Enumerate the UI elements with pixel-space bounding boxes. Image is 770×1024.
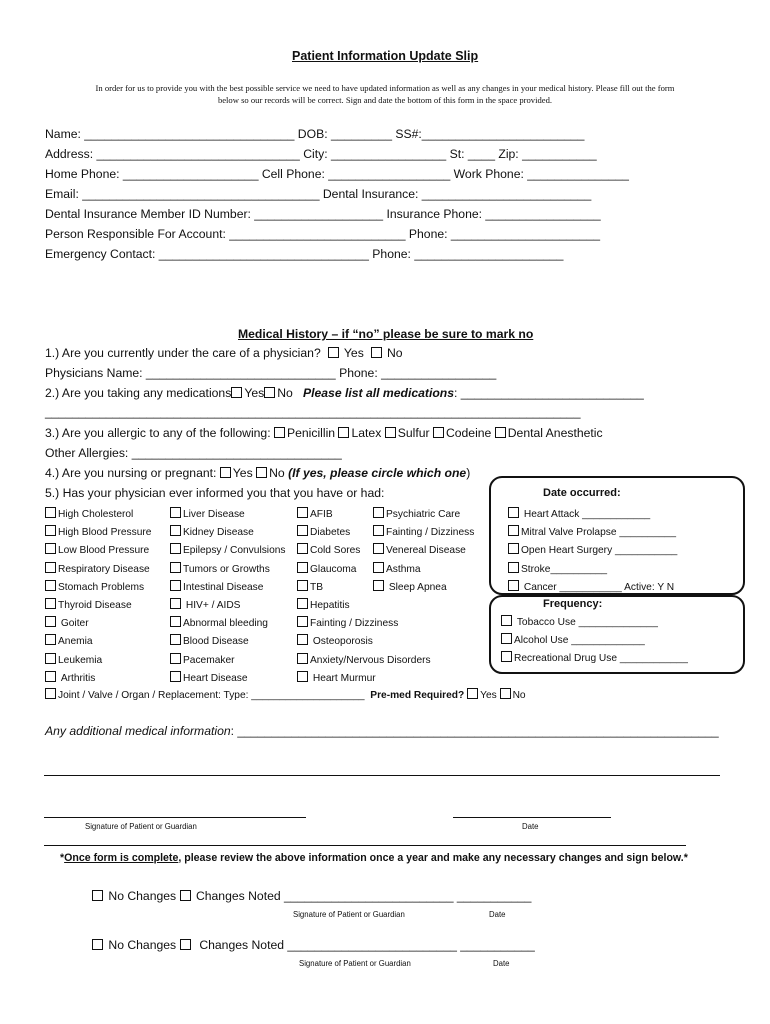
no-changes-label: No Changes [108,938,177,952]
condition-label: Venereal Disease [386,545,466,557]
condition-checkbox[interactable] [373,562,384,573]
date-occurred-checkbox[interactable] [508,562,519,573]
notice-emphasis: Once form is complete [64,852,179,864]
review-signature-caption: Signature of Patient or Guardian [299,959,411,968]
q2-yes-checkbox[interactable] [231,387,242,398]
condition-checkbox[interactable] [170,653,181,664]
condition-label: Tumors or Growths [183,563,270,575]
responsible-line: Person Responsible For Account: __________________________ Phone: ______________________ [45,227,601,241]
condition-item[interactable] [45,633,151,651]
frequency-checkbox[interactable] [501,633,512,644]
review-date-caption: Date [493,959,510,968]
condition-item[interactable] [297,633,431,651]
review-signature-caption: Signature of Patient or Guardian [293,910,405,919]
dental-anesthetic-checkbox[interactable] [495,427,506,438]
question-1-text: 1.) Are you currently under the care of a physician? [45,346,321,360]
question-1 [45,346,403,360]
condition-label: Osteoporosis [312,636,373,648]
medications-line: _______________________________________________________________________________ [45,405,581,419]
condition-label: Anxiety/Nervous Disorders [310,654,431,666]
condition-checkbox[interactable] [373,507,384,518]
condition-label: Fainting / Dizziness [386,527,475,539]
condition-checkbox[interactable] [297,580,308,591]
q4-yes-label: Yes [232,466,253,480]
frequency-list [501,614,688,669]
condition-item[interactable] [170,524,286,542]
separator-line [44,845,686,846]
date-line [453,817,611,818]
joint-replacement-row [45,688,526,701]
condition-label: Intestinal Disease [183,581,264,593]
other-allergies-line: Other Allergies: _______________________________ [45,446,342,460]
intro-text [30,82,740,106]
condition-label: Abnormal bleeding [183,618,268,630]
condition-checkbox[interactable] [45,562,56,573]
date-occurred-checkbox[interactable] [508,543,519,554]
emergency-contact-line: Emergency Contact: _______________________________ Phone: ______________________ [45,247,564,261]
no-changes-label: No Changes [108,889,177,903]
condition-label: Psychiatric Care [386,509,461,520]
condition-label: Fainting / Dizziness [310,618,399,630]
q1-yes-label: Yes [343,346,364,360]
condition-label: Epilepsy / Convulsions [183,545,286,557]
latex-label: Latex [351,426,382,440]
frequency-item[interactable] [501,614,688,632]
review-signature-line: _________________________ ___________ [284,889,532,903]
review-signature-line: _________________________ ___________ [287,938,535,952]
q1-no-label: No [386,346,403,360]
condition-label: Anemia [58,636,93,648]
condition-checkbox[interactable] [170,525,181,536]
date-occurred-item[interactable] [508,542,677,560]
condition-label: Goiter [60,618,89,630]
condition-checkbox[interactable] [45,616,56,627]
condition-label: Respiratory Disease [58,563,150,575]
condition-item[interactable] [170,542,286,560]
question-2-text: 2.) Are you taking any medications [45,386,232,400]
condition-checkbox[interactable] [297,562,308,573]
notice-prefix: * [60,852,65,864]
condition-label: Stomach Problems [58,581,145,593]
condition-item[interactable] [170,652,286,670]
condition-checkbox[interactable] [45,580,56,591]
condition-item[interactable] [170,597,286,615]
question-4 [45,466,470,480]
premed-no-label: No [512,690,526,701]
q1-yes-checkbox[interactable] [328,347,339,358]
condition-item[interactable] [170,579,286,597]
joint-replacement-label: Joint / Valve / Organ / Replacement: Type: ____________________ [58,690,365,701]
list-medications-line: : ___________________________ [454,386,644,400]
date-occurred-item[interactable] [508,561,677,579]
frequency-checkbox[interactable] [501,615,512,626]
condition-item[interactable] [170,506,286,524]
condition-item[interactable] [45,542,151,560]
date-occurred-list [508,506,677,597]
condition-checkbox[interactable] [45,543,56,554]
premed-yes-label: Yes [480,690,497,701]
condition-label: Asthma [386,563,421,575]
condition-checkbox[interactable] [297,653,308,664]
frequency-checkbox[interactable] [501,651,512,662]
condition-item[interactable] [297,670,431,688]
question-3-text: 3.) Are you allergic to any of the following: [45,426,271,440]
additional-info-line [45,724,719,738]
condition-label: AFIB [310,509,333,520]
condition-checkbox[interactable] [170,671,181,682]
condition-label: Cold Sores [310,545,361,557]
condition-label: Blood Disease [183,636,249,648]
condition-label: Heart Disease [183,672,248,684]
condition-checkbox[interactable] [297,598,308,609]
q2-no-label: No [277,386,293,400]
condition-item[interactable] [45,561,151,579]
signature-line [44,817,306,818]
sulfur-checkbox[interactable] [385,427,396,438]
condition-label: Low Blood Pressure [58,545,150,557]
q2-no-checkbox[interactable] [264,387,275,398]
no-changes-checkbox[interactable] [92,890,103,901]
penicillin-checkbox[interactable] [274,427,285,438]
condition-item[interactable] [297,652,431,670]
premed-no-checkbox[interactable] [500,688,511,699]
date-occurred-heading: Date occurred: [543,487,621,499]
changes-noted-checkbox[interactable] [180,939,191,950]
q4-close: ) [466,466,471,480]
question-2 [45,386,644,400]
date-occurred-label: Stroke__________ [521,563,608,575]
condition-item[interactable] [45,652,151,670]
condition-item[interactable] [45,524,151,542]
review-notice [60,852,688,864]
changes-noted-label: Changes Noted [195,889,281,903]
insurance-id-line: Dental Insurance Member ID Number: ___________________ Insurance Phone: _________________ [45,207,601,221]
condition-label: Glaucoma [310,563,357,575]
condition-checkbox[interactable] [45,671,56,682]
frequency-heading: Frequency: [543,598,603,610]
codeine-checkbox[interactable] [433,427,444,438]
review-row-2 [92,938,535,952]
email-insurance-line: Email: ___________________________________ Dental Insurance: _________________________ [45,187,592,201]
premed-yes-checkbox[interactable] [467,688,478,699]
frequency-label: Tobacco Use ______________ [516,617,658,628]
condition-item[interactable] [45,579,151,597]
condition-label: Pacemaker [183,654,235,666]
additional-info-line-2 [44,775,720,776]
condition-label: High Blood Pressure [58,527,152,539]
phone-line: Home Phone: ____________________ Cell Phone: __________________ Work Phone: _______________ [45,167,629,181]
conditions-column-1 [45,506,151,688]
changes-noted-checkbox[interactable] [180,890,191,901]
name-dob-ssn-line: Name: _______________________________ DOB: _________ SS#:________________________ [45,127,585,141]
q1-no-checkbox[interactable] [371,347,382,358]
q2-yes-label: Yes [244,386,265,400]
date-occurred-label: Open Heart Surgery ___________ [521,545,678,557]
question-5: 5.) Has your physician ever informed you that you have or had: [45,486,385,500]
date-occurred-item[interactable] [508,506,677,524]
condition-checkbox[interactable] [373,525,384,536]
codeine-label: Codeine [445,426,492,440]
condition-checkbox[interactable] [170,507,181,518]
frequency-item[interactable] [501,650,688,668]
condition-label: Kidney Disease [183,527,254,539]
condition-checkbox[interactable] [170,580,181,591]
date-occurred-checkbox[interactable] [508,507,519,518]
date-occurred-item[interactable] [508,524,677,542]
condition-item[interactable] [45,506,151,524]
penicillin-label: Penicillin [286,426,336,440]
condition-checkbox[interactable] [170,634,181,645]
intro-line-1: In order for us to provide you with the best possible service we need to have updated information as well as any changes in your medical history. Please fill out the form [95,83,675,93]
changes-noted-label: Changes Noted [199,938,285,952]
frequency-label: Recreational Drug Use ____________ [514,653,688,665]
no-changes-checkbox[interactable] [92,939,103,950]
condition-checkbox[interactable] [45,598,56,609]
date-occurred-label: Cancer ___________ Active: Y N [523,581,675,593]
condition-checkbox[interactable] [45,653,56,664]
condition-checkbox[interactable] [297,634,308,645]
condition-item[interactable] [170,633,286,651]
intro-line-2: below so our records will be correct. Sign and date the bottom of this form in the space provided. [217,95,553,105]
condition-label: Hepatitis [310,600,350,612]
date-occurred-label: Mitral Valve Prolapse __________ [521,527,676,539]
condition-checkbox[interactable] [170,562,181,573]
joint-replacement-checkbox[interactable] [45,688,56,699]
date-occurred-checkbox[interactable] [508,580,519,591]
date-occurred-label: Heart Attack ____________ [523,509,651,520]
condition-item[interactable] [170,615,286,633]
frequency-item[interactable] [501,632,688,650]
condition-checkbox[interactable] [297,525,308,536]
condition-item[interactable] [297,597,431,615]
sulfur-label: Sulfur [397,426,430,440]
condition-label: High Cholesterol [58,509,134,520]
signature-caption: Signature of Patient or Guardian [85,822,197,831]
q4-no-label: No [269,466,285,480]
question-3 [45,426,603,440]
address-line: Address: ______________________________ City: _________________ St: ____ Zip: ___________ [45,147,597,161]
frequency-label: Alcohol Use _____________ [514,635,645,647]
review-row-1 [92,889,531,903]
condition-checkbox[interactable] [45,634,56,645]
condition-checkbox[interactable] [45,525,56,536]
condition-checkbox[interactable] [297,543,308,554]
condition-item[interactable] [297,615,431,633]
condition-label: Diabetes [310,527,351,539]
condition-checkbox[interactable] [170,543,181,554]
condition-checkbox[interactable] [297,616,308,627]
condition-label: Sleep Apnea [388,581,447,593]
condition-item[interactable] [373,524,474,542]
q4-yes-checkbox[interactable] [220,467,231,478]
condition-checkbox[interactable] [297,507,308,518]
condition-checkbox[interactable] [373,543,384,554]
condition-item[interactable] [170,561,286,579]
condition-item[interactable] [373,542,474,560]
dental-anesthetic-label: Dental Anesthetic [507,426,603,440]
question-4-text: 4.) Are you nursing or pregnant: [45,466,217,480]
additional-info-blank: : _______________________________________________________________________ [230,724,719,738]
conditions-column-2 [170,506,286,688]
condition-checkbox[interactable] [170,598,181,609]
condition-item[interactable] [45,615,151,633]
condition-label: HIV+ / AIDS [185,600,241,612]
condition-item[interactable] [373,579,474,597]
condition-label: Thyroid Disease [58,600,132,612]
condition-label: Arthritis [60,672,96,684]
condition-item[interactable] [170,670,286,688]
conditions-column-4 [373,506,474,597]
condition-checkbox[interactable] [373,580,384,591]
condition-label: Leukemia [58,654,103,666]
premed-label: Pre-med Required? [370,690,465,701]
q4-no-checkbox[interactable] [256,467,267,478]
notice-rest: , please review the above information once a year and make any necessary changes and sign below.* [178,852,688,864]
physician-name-line: Physicians Name: ____________________________ Phone: _________________ [45,366,497,380]
date-caption: Date [522,822,539,831]
condition-label: Liver Disease [183,509,245,520]
condition-item[interactable] [45,670,151,688]
condition-label: TB [310,581,324,593]
condition-label: Heart Murmur [312,672,376,684]
condition-item[interactable] [373,506,474,524]
additional-info-label: Any additional medical information [45,724,231,738]
list-medications-label: Please list all medications [302,386,455,400]
latex-checkbox[interactable] [338,427,349,438]
medical-history-heading: Medical History – if “no” please be sure to mark no [238,327,534,341]
condition-checkbox[interactable] [297,671,308,682]
date-occurred-checkbox[interactable] [508,525,519,536]
form-title: Patient Information Update Slip [292,49,479,63]
condition-item[interactable] [45,597,151,615]
q4-note: (If yes, please circle which one [288,466,467,480]
review-date-caption: Date [489,910,506,919]
condition-item[interactable] [373,561,474,579]
condition-checkbox[interactable] [170,616,181,627]
condition-checkbox[interactable] [45,507,56,518]
